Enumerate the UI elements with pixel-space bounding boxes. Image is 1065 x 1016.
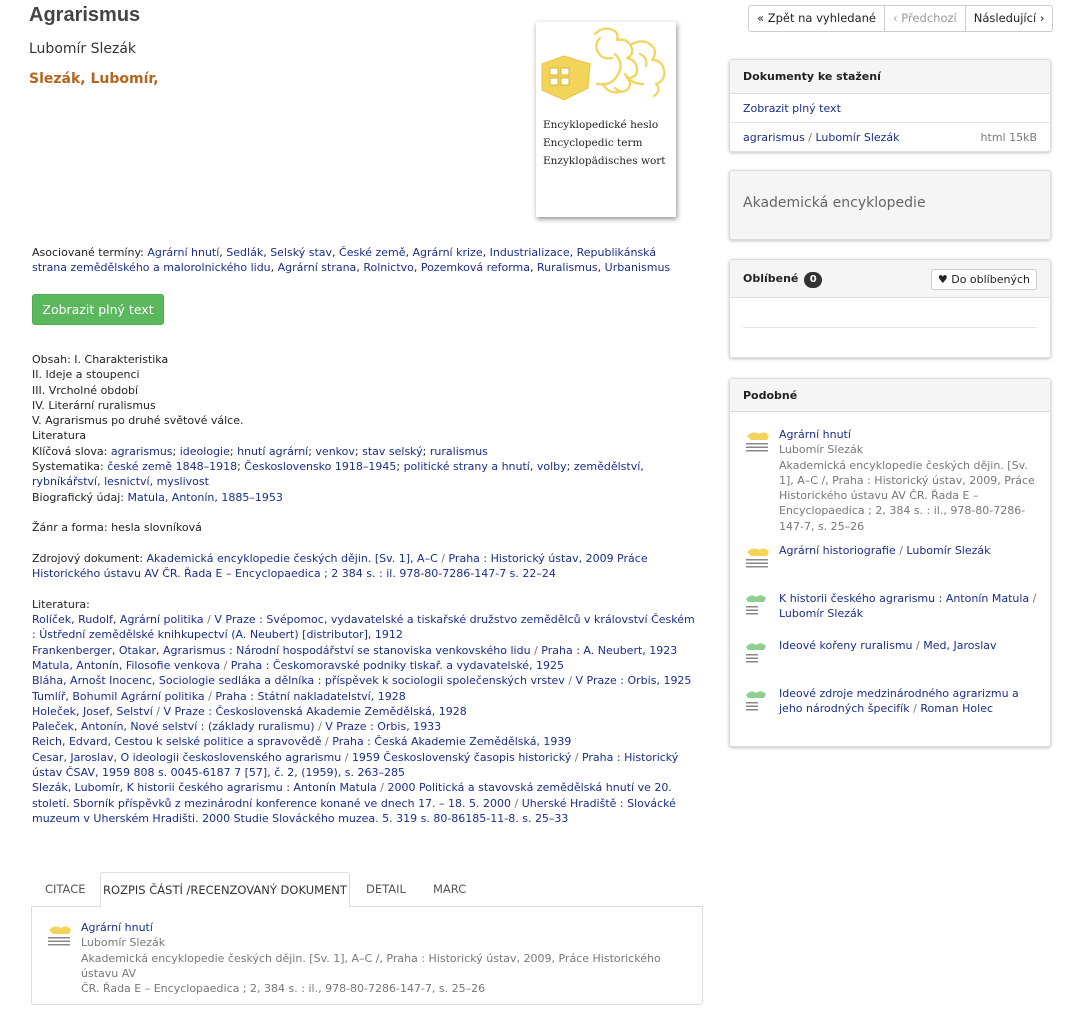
systematics-label: Systematika: — [32, 460, 104, 474]
literature-link[interactable]: 1959 Československý časopis historický — [351, 750, 572, 764]
contents-line: V. Agrarismus po druhé světové válce. — [32, 414, 244, 428]
literature-label: Literatura: — [32, 597, 90, 611]
favorites-count-badge: 0 — [804, 272, 822, 288]
genre: Žánr a forma: hesla slovníková — [32, 521, 202, 535]
biographic — [32, 490, 697, 505]
term-link[interactable]: Industrializace — [489, 246, 570, 259]
previous-button[interactable] — [885, 6, 966, 31]
literature-link[interactable]: V Praze : Orbis, 1933 — [325, 720, 442, 734]
similar-title-link[interactable]: Agrární hnutí — [779, 428, 851, 441]
similar-author-link[interactable]: Lubomír Slezák — [906, 544, 991, 557]
cover-line-cz: Encyklopedické heslo — [543, 119, 659, 131]
article-thumb-icon — [743, 591, 771, 617]
downloads-fulltext-link[interactable]: Zobrazit plný text — [743, 102, 841, 115]
record-author: Lubomír Slezák — [29, 41, 137, 57]
literature-item: Matula, Antonín, Filosofie venkova / Praha : Českomoravské podniky tiskař. a vydavatelské, 1925 — [32, 658, 565, 672]
download-file-meta: html 15kB — [980, 131, 1037, 144]
term-link[interactable]: České země — [339, 246, 406, 259]
article-thumb-icon — [743, 639, 771, 665]
keyword-link[interactable]: ideologie — [179, 444, 230, 458]
literature-item: Slezák, Lubomír, K historii českého agrarismu : Antonín Matula / 2000 Politická a stavovská zemědělská hnutí ve 20. století. Sborník příspěvků z mezinárodní konference konané ve dnech 17. – 18. 5. 2000 / Uherské Hradiště : Slovácké muzeum v Uherském Hradišti. 2000 Studie Slováckého muzea. 5. 319 s. 80-86185-11-8. s. 25–33 — [32, 781, 676, 825]
similar-item: Ideové kořeny ruralismu / Med, Jaroslav — [779, 639, 997, 652]
term-link[interactable]: Agrární krize — [412, 246, 483, 259]
literature-link[interactable]: V Praze : Svépomoc, vydavatelské a tiskařské družstvo zemědělců v království Českém : Ústřední zemědělské knihkupectví (A. Neubert) [distributor], 1912 — [32, 613, 695, 642]
cover-line-en: Encyclopedic term — [543, 137, 643, 149]
literature-item: Rolíček, Rudolf, Agrární politika / V Praze : Svépomoc, vydavatelské a tiskařské družstvo zemědělců v království Českém : Ústřední zemědělské knihkupectví (A. Neubert) [distributor], 1912 — [32, 613, 695, 642]
term-link[interactable]: Rolnictvo — [363, 261, 414, 275]
term-link[interactable]: Agrární strana — [277, 261, 357, 275]
literature-link[interactable]: Paleček, Antonín, Nové selství : (základy ruralismu) — [32, 720, 315, 734]
keyword-link[interactable]: stav selský — [362, 444, 423, 458]
add-favorite-button[interactable] — [931, 269, 1037, 290]
literature-link[interactable]: Holeček, Josef, Selství — [32, 704, 153, 718]
similar-description: Akademická encyklopedie českých dějin. [Sv. 1], A–C /, Praha : Historický ústav, 2009, Práce Historického ústavu AV ČR. Řada E – Encyclopaedica ; 2, 384 s. : il., 978-80-7286-147-7, s. 25–26 — [779, 458, 1035, 533]
systematics-link[interactable]: Československo 1918–1945 — [244, 460, 397, 474]
literature-link[interactable]: Reich, Edvard, Cestou k selské politice a spravovědě — [32, 735, 322, 749]
systematics: Systematika: české země 1848–1918; Československo 1918–1945; politické strany a hnutí, volby; zemědělství, rybníkářství, lesnictví, myslivost — [32, 460, 644, 489]
similar-title-link[interactable]: Ideové zdroje medzinárodného agrarizmu a jeho národných špecifík — [779, 687, 1019, 716]
term-link[interactable]: Urbanismus — [604, 261, 671, 275]
literature-link[interactable]: Frankenberger, Otakar, Agrarismus : Národní hospodářství se stanoviska venkovského lidu — [32, 643, 531, 657]
previous-label: Předchozí — [901, 11, 957, 25]
systematics-link[interactable]: české země 1848–1918 — [107, 460, 238, 474]
systematics-link[interactable]: politické strany a hnutí, volby — [403, 460, 567, 474]
similar-panel — [729, 378, 1051, 747]
similar-item: K historii českého agrarismu : Antonín Matula / Lubomír Slezák — [779, 592, 1037, 621]
download-file-link[interactable]: agrarismus — [743, 131, 805, 144]
encyclopedia-label: Akademická encyklopedie — [743, 195, 926, 211]
literature-link[interactable]: 2000 Politická a stavovská zemědělská hnutí ve 20. století. Sborník příspěvků z mezinárodní konference konané ve dnech 17. – 18. 5. 2000 — [32, 781, 672, 810]
systematics-link[interactable]: zemědělství, rybníkářství, lesnictví, myslivost — [32, 460, 644, 489]
tab-detail[interactable]: DETAIL — [366, 882, 406, 896]
literature-item: Frankenberger, Otakar, Agrarismus : Národní hospodářství se stanoviska venkovského lidu / Praha : A. Neubert, 1923 — [32, 643, 678, 657]
literature-item: Paleček, Antonín, Nové selství : (základy ruralismu) / V Praze : Orbis, 1933 — [32, 720, 442, 734]
encyclopedia-panel[interactable] — [729, 170, 1051, 240]
bio-label: Biografický údaj: — [32, 490, 124, 504]
similar-item: Ideové zdroje medzinárodného agrarizmu a jeho národných špecifík / Roman Holec — [779, 687, 1019, 716]
lion-logo-icon — [540, 24, 674, 104]
encyclopedia-thumb-icon — [743, 544, 771, 570]
part-title-link[interactable]: Agrární hnutí — [81, 921, 153, 934]
literature-link[interactable]: Slezák, Lubomír, K historii českého agrarismu : Antonín Matula — [32, 781, 377, 795]
detail-tabs — [31, 872, 703, 907]
term-link[interactable]: Agrární hnutí — [147, 246, 220, 259]
similar-item: Agrární historiografie / Lubomír Slezák — [779, 544, 991, 557]
literature-item: Tumlíř, Bohumil Agrární politika / Praha : Státní nakladatelství, 1928 — [32, 689, 406, 703]
literature-item: Cesar, Jaroslav, O ideologii československého agrarismu / 1959 Československý časopis historický / Praha : Historický ústav ČSAV, 1959 808 s. 0045-6187 7 [57], č. 2, (1959), s. 263–285 — [32, 750, 679, 780]
literature-item: Holeček, Josef, Selství / V Praze : Československá Akademie Zemědělská, 1928 — [32, 704, 467, 718]
term-link[interactable]: Sedlák — [226, 246, 264, 259]
literature-link[interactable]: Bláha, Arnošt Inocenc, Sociologie sedláka a dělníka : příspěvek k sociologii společenských vrstev — [32, 674, 565, 688]
encyclopedia-thumb-icon — [45, 922, 73, 948]
similar-title-link[interactable]: Ideové kořeny ruralismu — [779, 639, 913, 652]
double-chevron-left-icon: « — [757, 11, 765, 25]
part-entry — [81, 920, 696, 996]
associated-label: Asociované termíny: — [32, 246, 144, 259]
part-description: Akademická encyklopedie českých dějin. [Sv. 1], A–C /, Praha : Historický ústav, 2009, Práce Historického ústavu AV — [81, 951, 661, 980]
literature-list — [32, 612, 697, 826]
literature-link[interactable]: V Praze : Orbis, 1925 — [575, 674, 692, 688]
literature-link[interactable]: Praha : Státní nakladatelství, 1928 — [215, 689, 406, 703]
similar-author-link[interactable]: Med, Jaroslav — [923, 639, 997, 652]
part-description: ČR. Řada E – Encyclopaedica ; 2, 384 s. : il., 978-80-7286-147-7, s. 25–26 — [81, 982, 486, 996]
article-thumb-icon — [743, 687, 771, 713]
contents-line: Obsah: I. Charakteristika — [32, 353, 169, 366]
chevron-right-icon: › — [1039, 11, 1045, 25]
heart-icon: ♥ — [937, 273, 948, 286]
contents-line: III. Vrcholné období — [32, 383, 139, 397]
literature-link[interactable]: Tumlíř, Bohumil Agrární politika — [32, 689, 205, 703]
favorites-panel — [729, 259, 1051, 358]
next-button[interactable] — [966, 6, 1053, 31]
term-link[interactable]: Ruralismus — [537, 261, 598, 275]
next-label: Následující — [973, 11, 1037, 25]
author-link[interactable]: Slezák, Lubomír, — [29, 71, 159, 87]
record-details — [32, 352, 697, 826]
literature-link[interactable]: Praha : A. Neubert, 1923 — [541, 643, 678, 657]
tab-marc[interactable]: MARC — [433, 882, 467, 896]
literature-item: Reich, Edvard, Cestou k selské politice a spravovědě / Praha : Česká Akademie Zemědělská, 1939 — [32, 735, 572, 749]
literature-link[interactable]: V Praze : Československá Akademie Zemědělská, 1928 — [163, 704, 467, 718]
similar-author-link[interactable]: Lubomír Slezák — [779, 607, 864, 621]
literature-link[interactable]: Praha : Historický ústav ČSAV, 1959 808 s. 0045-6187 7 [57], č. 2, (1959), s. 263–285 — [32, 750, 679, 780]
literature-link[interactable]: Cesar, Jaroslav, O ideologii československého agrarismu — [32, 750, 342, 764]
similar-title-link[interactable]: K historii českého agrarismu : Antonín Matula — [779, 592, 1030, 605]
keyword-link[interactable]: hnutí agrární — [237, 444, 309, 458]
source-publisher-link[interactable]: Praha : Historický ústav, 2009 Práce Historického ústavu AV ČR. Řada E – Encyclopaedica ; 2 384 s. : il. 978-80-7286-147-7 s. 22–24 — [32, 551, 648, 581]
favorites-heading: Oblíbené — [743, 272, 799, 285]
add-favorite-label: Do oblíbených — [951, 273, 1030, 286]
source-label: Zdrojový dokument: — [32, 551, 144, 565]
downloads-panel — [729, 59, 1051, 152]
downloads-heading: Dokumenty ke stažení — [730, 60, 1050, 94]
back-label: Zpět na vyhledané — [767, 11, 876, 25]
download-file-row: agrarismus / Lubomír Slezák — [743, 131, 900, 144]
similar-item — [779, 427, 1041, 534]
encyclopedia-thumb-icon — [743, 428, 771, 454]
literature-link[interactable]: Rolíček, Rudolf, Agrární politika — [32, 613, 204, 627]
page-title: Agrarismus — [29, 4, 141, 26]
similar-author: Lubomír Slezák — [779, 443, 864, 457]
cover-image[interactable] — [536, 22, 676, 217]
contents-line: Literatura — [32, 429, 87, 443]
keywords-label: Klíčová slova: — [32, 444, 108, 458]
contents-line: IV. Literární ruralismus — [32, 398, 156, 412]
keyword-link[interactable]: ruralismus — [429, 444, 488, 458]
keyword-link[interactable]: venkov — [315, 444, 355, 458]
show-fulltext-button[interactable]: Zobrazit plný text — [32, 294, 164, 325]
bio-link[interactable]: Matula, Antonín, 1885–1953 — [127, 490, 283, 504]
literature-link[interactable]: Praha : Českomoravské podniky tiskař. a vydavatelské, 1925 — [230, 658, 565, 672]
similar-heading: Podobné — [730, 379, 1050, 412]
literature-link[interactable]: Uherské Hradiště : Slovácké muzeum v Uherském Hradišti. 2000 Studie Slováckého muzea. 5. 319 s. 80-86185-11-8. s. 25–33 — [32, 796, 676, 825]
source-link[interactable]: Akademická encyklopedie českých dějin. [Sv. 1], A–C — [146, 551, 438, 565]
tab-panel — [31, 906, 703, 1005]
contents-line: II. Ideje a stoupenci — [32, 368, 140, 382]
literature-item: Bláha, Arnošt Inocenc, Sociologie sedláka a dělníka : příspěvek k sociologii společenských vrstev / V Praze : Orbis, 1925 — [32, 674, 692, 688]
source-document: Zdrojový dokument: Akademická encyklopedie českých dějin. [Sv. 1], A–C / Praha : Historický ústav, 2009 Práce Historického ústavu AV ČR. Řada E – Encyclopaedica ; 2 384 s. : il. 978-80-7286-147-7 s. 22–24 — [32, 551, 648, 581]
similar-author-link[interactable]: Roman Holec — [920, 702, 994, 716]
keywords: Klíčová slova: agrarismus; ideologie; hnutí agrární; venkov; stav selský; ruralismus — [32, 444, 488, 458]
term-link[interactable]: Selský stav — [270, 246, 333, 259]
tab-parts-review[interactable]: ROZPIS ČÁSTÍ /RECENZOVANÝ DOKUMENT — [100, 872, 350, 908]
tab-citace[interactable]: CITACE — [45, 882, 86, 896]
literature-link[interactable]: Matula, Antonín, Filosofie venkova — [32, 658, 221, 672]
part-author: Lubomír Slezák — [81, 936, 166, 950]
similar-title-link[interactable]: Agrární historiografie — [779, 544, 896, 557]
back-to-results-button[interactable] — [749, 6, 885, 31]
literature-link[interactable]: Praha : Česká Akademie Zemědělská, 1939 — [332, 735, 572, 749]
term-link[interactable]: Republikánská strana zemědělského a malorolnického lidu — [32, 246, 657, 275]
associated-terms: Asociované termíny: Agrární hnutí, Sedlák, Selský stav, České země, Agrární krize, Industrializace, Republikánská strana zemědělského a malorolnického lidu, Agrární strana, Rolnictvo, Pozemková reforma, Ruralismus, Urbanismus — [32, 246, 671, 275]
download-file-author-link[interactable]: Lubomír Slezák — [815, 131, 900, 144]
keyword-link[interactable]: agrarismus — [110, 444, 173, 458]
term-link[interactable]: Pozemková reforma — [420, 261, 531, 275]
chevron-left-icon: ‹ — [893, 11, 898, 25]
record-navigation — [748, 5, 1053, 32]
cover-line-de: Enzyklopädisches wort — [543, 155, 666, 167]
